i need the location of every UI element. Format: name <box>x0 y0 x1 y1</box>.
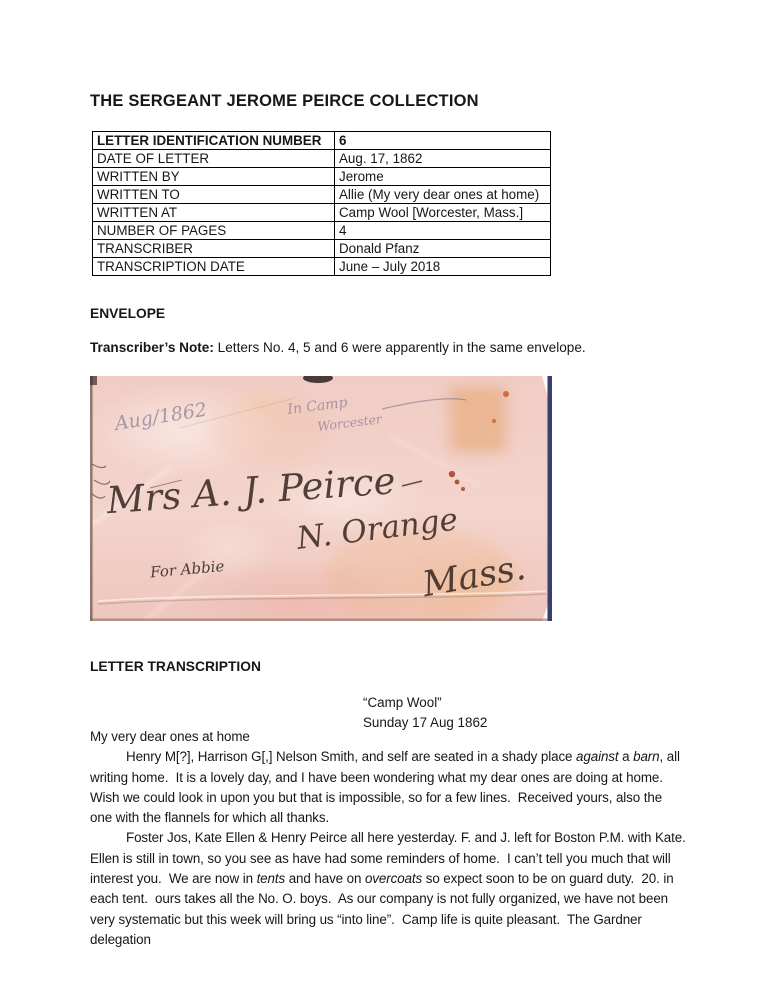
metadata-field-label: TRANSCRIPTION DATE <box>93 258 335 276</box>
letter-text: and have on <box>285 871 365 887</box>
letter-paragraph <box>90 747 686 828</box>
metadata-table-row <box>93 168 551 186</box>
stamp-stain <box>448 386 509 491</box>
letter-text-italic: against <box>576 749 619 765</box>
metadata-field-label: TRANSCRIBER <box>93 240 335 258</box>
metadata-table-row <box>93 240 551 258</box>
envelope-address-town: N. Orange <box>294 501 460 557</box>
ink-dash <box>402 481 422 486</box>
metadata-table <box>92 131 551 276</box>
metadata-field-label: WRITTEN AT <box>93 204 335 222</box>
metadata-table-row <box>93 222 551 240</box>
transcriber-note-text: Letters No. 4, 5 and 6 were apparently in the same envelope. <box>213 340 586 355</box>
metadata-table-row <box>93 258 551 276</box>
letter-text: , all writing home. It is a lovely day, and I have been wondering what my dear ones are doing at home. Wish we could look in upon you but that is impossible, so for a few lines. Received yours, also the one with the flannels for which all thanks. <box>90 749 684 826</box>
envelope-heading: ENVELOPE <box>90 306 166 321</box>
metadata-field-value: 6 <box>335 132 551 150</box>
metadata-field-value: Camp Wool [Worcester, Mass.] <box>335 204 551 222</box>
envelope-address-name: Mrs A. J. Peirce <box>105 459 397 523</box>
dateline-date: Sunday 17 Aug 1862 <box>363 715 488 730</box>
letter-text: Foster Jos, Kate Ellen & Henry Peirce all here yesterday. F. and J. left for Boston P.M. with Kate. Ellen is still in town, so you see as have had some reminders of home. I can’t tell you much that will interest you. We are now in <box>90 830 693 887</box>
metadata-table-row <box>93 132 551 150</box>
letter-salutation: My very dear ones at home <box>90 729 250 744</box>
letter-text-italic: barn <box>633 749 660 765</box>
letter-text-italic: overcoats <box>364 871 423 887</box>
metadata-table-row <box>93 204 551 222</box>
metadata-table-row <box>93 150 551 168</box>
metadata-field-label: DATE OF LETTER <box>93 150 335 168</box>
metadata-field-value: Aug. 17, 1862 <box>335 150 551 168</box>
envelope-pencil-date: Aug/1862 <box>113 398 209 435</box>
metadata-field-label: WRITTEN BY <box>93 168 335 186</box>
envelope-attention: For Abbie <box>149 557 226 582</box>
letter-text: Henry M[?], Harrison G[,] Nelson Smith, and self are seated in a shady place <box>126 749 577 765</box>
metadata-field-value: June – July 2018 <box>335 258 551 276</box>
envelope-photo-overlay <box>90 376 552 621</box>
envelope-address-state: Mass. <box>419 547 529 606</box>
metadata-field-value: Donald Pfanz <box>335 240 551 258</box>
letter-text: a <box>618 749 634 765</box>
dateline-place: “Camp Wool” <box>363 695 442 710</box>
letter-body <box>90 727 693 950</box>
envelope-photo <box>90 376 552 621</box>
envelope-pencil-worcester: Worcester <box>316 411 383 434</box>
metadata-table-row <box>93 186 551 204</box>
page-title: THE SERGEANT JEROME PEIRCE COLLECTION <box>90 92 479 110</box>
transcription-heading: LETTER TRANSCRIPTION <box>90 659 261 674</box>
metadata-field-value: Jerome <box>335 168 551 186</box>
metadata-table-body <box>93 132 551 276</box>
metadata-field-value: Allie (My very dear ones at home) <box>335 186 551 204</box>
letter-paragraph <box>90 828 693 950</box>
metadata-field-label: LETTER IDENTIFICATION NUMBER <box>93 132 335 150</box>
transcriber-note <box>90 340 586 355</box>
letter-text-italic: tents <box>256 871 286 887</box>
metadata-field-label: NUMBER OF PAGES <box>93 222 335 240</box>
transcriber-note-label: Transcriber’s Note: <box>90 340 214 355</box>
metadata-field-value: 4 <box>335 222 551 240</box>
metadata-field-label: WRITTEN TO <box>93 186 335 204</box>
envelope-pencil-camp: In Camp <box>286 394 349 418</box>
letter-text: so expect soon to be on guard duty. 20. in each tent. ours takes all the No. O. boys. As our company is not fully organized, we have not been very systematic but this week will bring us “into line”. Camp life is quite pleasant. The Gardner delegation <box>90 871 678 947</box>
